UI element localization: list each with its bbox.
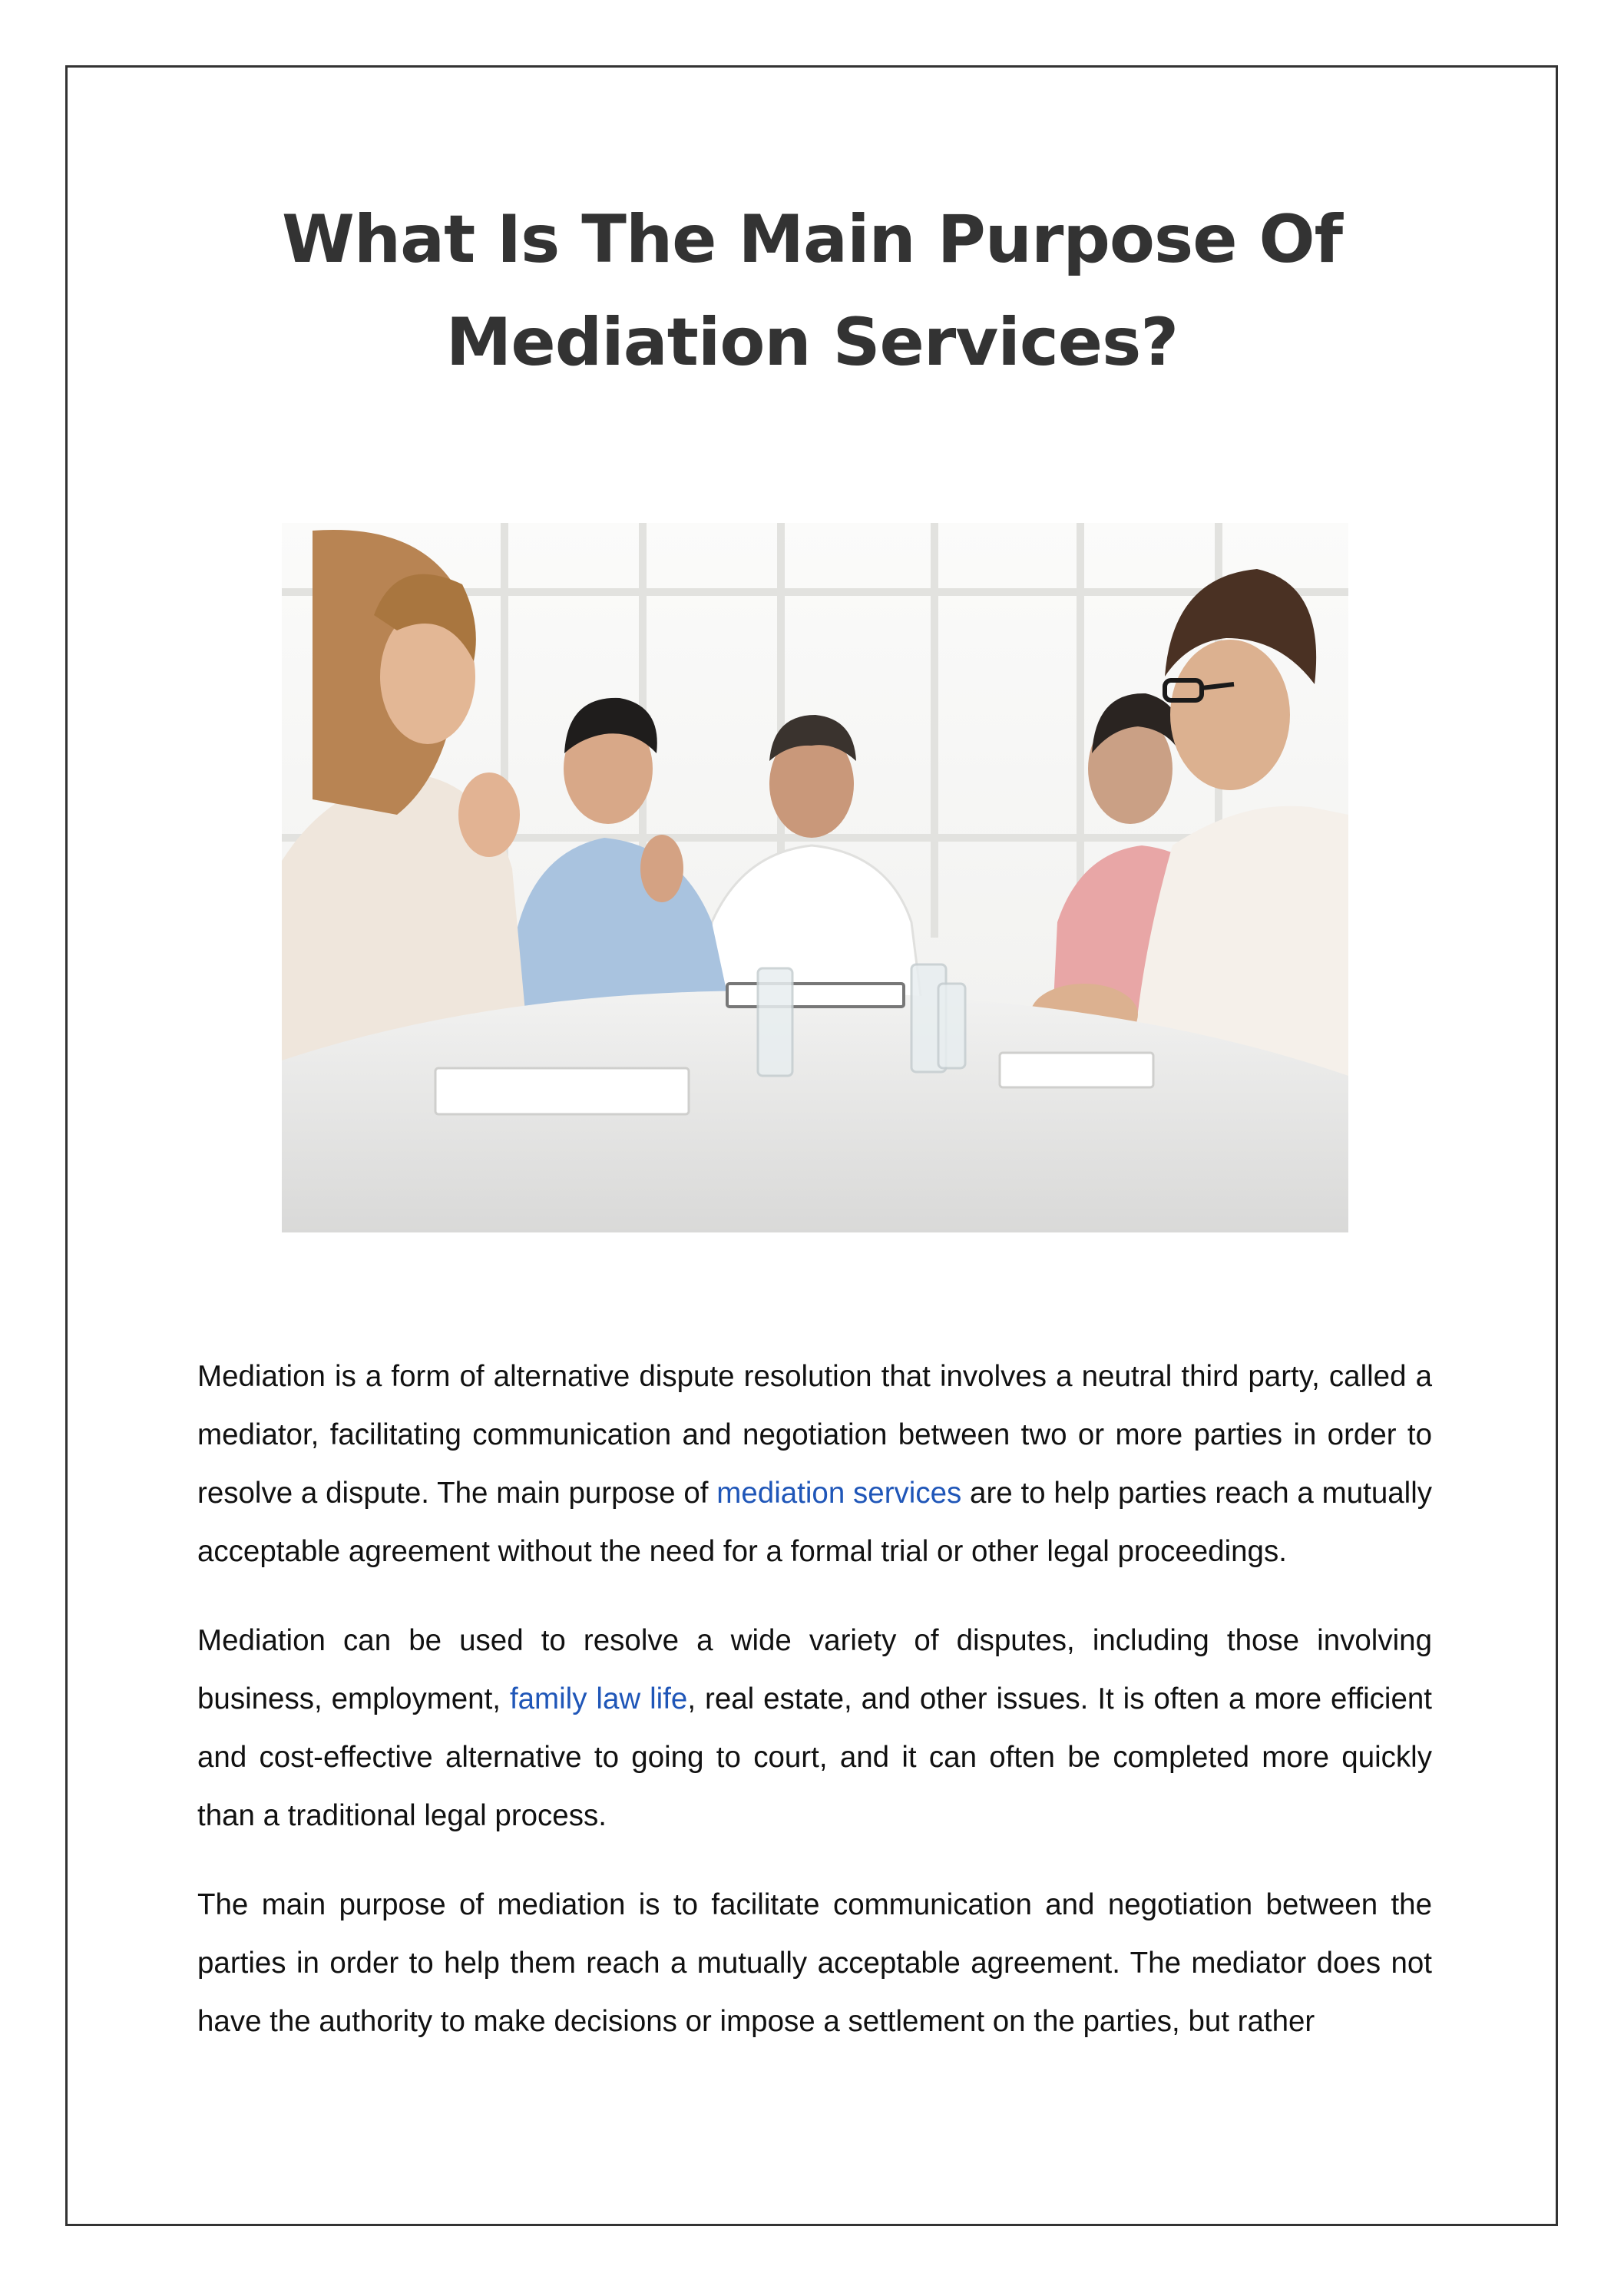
paragraph-1-text-after-link: are to help parties reach a mutually acceptable agreement without the need for a formal trial or other legal proceedings.: [197, 1477, 1433, 1568]
paragraph-1-text-before-link: Mediation is a form of alternative dispute resolution that involves a neutral third party, called a mediator, facilitating communication and negotiation between two or more parties in order to resolve a dispute. The main purpose of: [197, 1360, 1432, 1510]
paragraph-2: [197, 1612, 1432, 1845]
paragraph-3: The main purpose of mediation is to facilitate communication and negotiation between the parties in order to help them reach a mutually acceptable agreement. The mediator does not have the authority to make decisions or impose a settlement on the parties, but rather: [197, 1888, 1432, 2038]
paragraph-2-text-after-link: , real estate, and other issues. It is often a more efficient and cost-effective alternative to going to court, and it can often be completed more quickly than a traditional legal process.: [197, 1682, 1432, 1832]
mediation-services-link[interactable]: mediation services: [716, 1477, 962, 1510]
title-line-1: What Is The Main Purpose Of: [282, 201, 1342, 278]
page-title: [200, 188, 1424, 394]
family-law-life-link[interactable]: family law life: [509, 1682, 688, 1715]
paragraph-2-text-before-link: Mediation can be used to resolve a wide variety of disputes, including those involving business, employment,: [197, 1624, 1432, 1715]
paragraph-1: [197, 1348, 1432, 1581]
meeting-photo: [282, 523, 1348, 1232]
article-body: [197, 1348, 1432, 2082]
title-line-2: Mediation Services?: [445, 304, 1179, 381]
meeting-photo-illustration: [282, 523, 1348, 1232]
